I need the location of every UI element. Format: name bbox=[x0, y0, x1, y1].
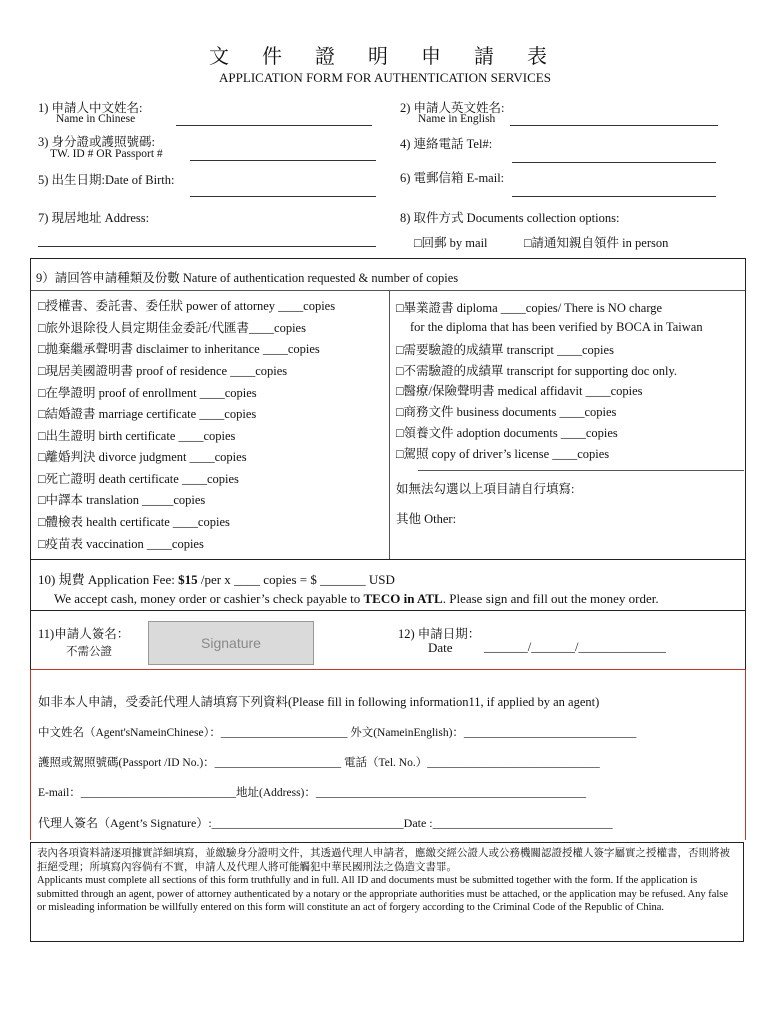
option-business-documents[interactable]: □商務文件 business documents ____copies bbox=[396, 405, 617, 419]
option-disclaimer-inheritance[interactable]: □拋棄繼承聲明書 disclaimer to inheritance ____copies bbox=[38, 342, 320, 356]
dob-input[interactable] bbox=[190, 184, 376, 197]
legal-notice-english: Applicants must complete all sections of this form truthfully and in full. All ID and documents must be submitted together with the form. If the application is submitted through an agent, power of attorney authenticated by a notary or the appropriate authorities must be attached, or the application may be refused. Any false or misleading information be willfully entered on this form will constitute an act of forgery according to the Criminal Code of the Republic of China. bbox=[37, 875, 729, 913]
field-label-id: 3) 身分證或護照號碼: bbox=[38, 135, 156, 149]
agent-email-address-fields[interactable]: E-mail：___________________________地址(Address)：_______________________________________________ bbox=[38, 787, 587, 799]
field-label-chinese-name-en: Name in Chinese bbox=[56, 113, 136, 125]
fee-amount: $15 bbox=[178, 572, 198, 587]
applicant-signature-label: 11)申請人簽名： bbox=[38, 627, 130, 641]
option-proof-of-residence[interactable]: □現居美國證明書 proof of residence ____copies bbox=[38, 364, 288, 378]
payee-name: TECO in ATL bbox=[363, 591, 443, 606]
agent-signature-date-fields[interactable]: 代理人簽名（Agent’s Signature）:________________________________Date :______________________________ bbox=[38, 816, 613, 830]
english-name-input[interactable] bbox=[510, 113, 718, 126]
option-marriage-certificate[interactable]: □結婚證書 marriage certificate ____copies bbox=[38, 407, 257, 421]
diploma-note: for the diploma that has been verified by BOCA in Taiwan bbox=[410, 320, 703, 334]
option-adoption-documents[interactable]: □領養文件 adoption documents ____copies bbox=[396, 426, 618, 440]
application-date-input[interactable]: _______/_______/______________ bbox=[484, 640, 666, 654]
option-translation[interactable]: □中譯本 translation _____copies bbox=[38, 493, 206, 507]
option-birth-certificate[interactable]: □出生證明 birth certificate ____copies bbox=[38, 429, 236, 443]
spacer bbox=[28, 470, 29, 471]
collection-option-mail[interactable]: □回郵 by mail bbox=[414, 236, 488, 250]
section-9-heading: 9）請回答申請種類及份數 Nature of authentication requested & number of copies bbox=[36, 271, 459, 285]
legal-notice bbox=[30, 842, 744, 942]
signature-field[interactable]: Signature bbox=[148, 621, 314, 665]
payment-text-end: . Please sign and fill out the money order. bbox=[442, 591, 659, 606]
option-health-certificate[interactable]: □體檢表 health certificate ____copies bbox=[38, 515, 230, 529]
other-label[interactable]: 其他 Other: bbox=[396, 512, 457, 526]
option-death-certificate[interactable]: □死亡證明 death certificate ____copies bbox=[38, 472, 239, 486]
tel-input[interactable] bbox=[512, 150, 716, 163]
fee-line bbox=[38, 569, 395, 588]
agent-intro: 如非本人申請，受委託代理人請填寫下列資料(Please fill in following information11, if applied by an agent) bbox=[38, 695, 600, 709]
option-transcript-supporting[interactable]: □不需驗證的成績單 transcript for supporting doc only. bbox=[396, 364, 678, 378]
fee-calculation[interactable]: /per x ____ copies = $ _______ USD bbox=[200, 572, 395, 587]
form-subtitle: APPLICATION FORM FOR AUTHENTICATION SERVICES bbox=[219, 70, 551, 85]
field-label-english-name: 2) 申請人英文姓名: bbox=[400, 101, 505, 115]
chinese-name-input[interactable] bbox=[176, 113, 372, 126]
field-label-dob: 5) 出生日期:Date of Birth: bbox=[38, 173, 175, 187]
divider bbox=[418, 470, 744, 471]
form-title: 文 件 證 明 申 請 表 bbox=[209, 46, 561, 68]
field-label-id-en: TW. ID # OR Passport # bbox=[50, 148, 163, 160]
option-drivers-license[interactable]: □駕照 copy of driver’s license ____copies bbox=[396, 447, 610, 461]
option-transcript-verified[interactable]: □需要驗證的成績單 transcript ____copies bbox=[396, 343, 614, 357]
id-input[interactable] bbox=[190, 148, 376, 161]
field-label-english-name-en: Name in English bbox=[418, 113, 496, 125]
agent-passport-tel-fields[interactable]: 護照或駕照號碼(Passport /ID No.)：______________________ 電話（Tel. No.）______________________________ bbox=[38, 757, 600, 769]
payment-note bbox=[54, 591, 659, 607]
option-power-of-attorney[interactable]: □授權書、委託書、委任狀 power of attorney ____copies bbox=[38, 299, 336, 313]
no-notarization-note: 不需公證 bbox=[66, 646, 112, 658]
option-medical-affidavit[interactable]: □醫療/保險聲明書 medical affidavit ____copies bbox=[396, 384, 643, 398]
field-label-collection: 8) 取件方式 Documents collection options: bbox=[400, 211, 620, 225]
date-label-en: Date bbox=[428, 640, 453, 655]
field-label-email: 6) 電郵信箱 E-mail: bbox=[400, 171, 505, 185]
option-vaccination[interactable]: □疫苗表 vaccination ____copies bbox=[38, 537, 204, 551]
agent-name-fields[interactable]: 中文姓名（Agent'sNameinChinese）：______________________ 外文(NameinEnglish)：______________________________ bbox=[38, 727, 637, 739]
divider bbox=[31, 290, 745, 291]
option-divorce-judgment[interactable]: □離婚判決 divorce judgment ____copies bbox=[38, 450, 247, 464]
field-label-address: 7) 現居地址 Address: bbox=[38, 211, 150, 225]
option-proof-of-enrollment[interactable]: □在學證明 proof of enrollment ____copies bbox=[38, 386, 257, 400]
application-date-label: 12) 申請日期： bbox=[398, 627, 481, 641]
option-diploma[interactable]: □畢業證書 diploma ____copies/ There is NO charge bbox=[396, 301, 663, 315]
other-instructions: 如無法勾選以上項目請自行填寫: bbox=[396, 482, 575, 496]
collection-option-in-person[interactable]: □請通知親自領件 in person bbox=[524, 236, 669, 250]
field-label-tel: 4) 連絡電話 Tel#: bbox=[400, 137, 493, 151]
fee-label: 10) 規費 Application Fee: bbox=[38, 572, 175, 587]
divider bbox=[389, 291, 390, 559]
legal-notice-chinese: 表內各項資料請逐項據實詳細填寫，並繳驗身分證明文件，其透過代理人申請者，應繳交經公證人或公務機關認證授權人簽字屬實之授權書，否則將被拒絕受理；所填寫內容倘有不實，申請人及代理人將可能觸犯中華民國刑法之偽造文書罪。 bbox=[37, 848, 730, 873]
email-input[interactable] bbox=[512, 184, 716, 197]
option-retiree-pension[interactable]: □旅外退除役人員定期佳金委託/代匯書____copies bbox=[38, 321, 306, 335]
address-input[interactable] bbox=[38, 234, 376, 247]
payment-text: We accept cash, money order or cashier’s check payable to bbox=[54, 591, 361, 606]
field-label-chinese-name: 1) 申請人中文姓名: bbox=[38, 101, 143, 115]
